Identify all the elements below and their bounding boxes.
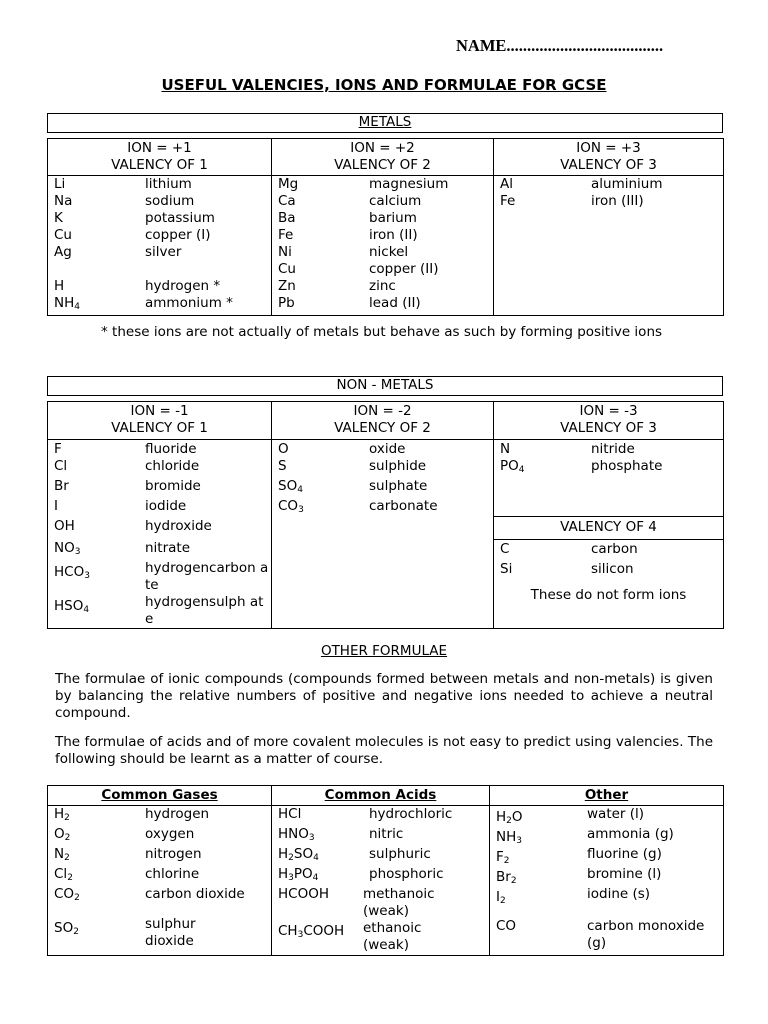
list-item: Ag silver [54,243,182,260]
other-formulae-heading: OTHER FORMULAE [320,643,448,659]
list-item: $PO_4$ phosphate [500,458,663,475]
list-item: $HNO_3$ nitric [278,826,404,843]
nonmetals-col3-list [494,440,724,629]
list-item: N nitride [500,441,635,457]
list-item: $O_2$ oxygen [54,826,195,843]
list-item: $H_2$ hydrogen [54,806,210,823]
list-item: $HCO_3$ hydrogencarbon ate [54,560,269,593]
nonmetals-col1-list [48,440,272,629]
list-item: S sulphide [278,458,427,474]
paragraph-ionic: The formulae of ionic compounds (compounds formed between metals and non-metals) is given by balancing the relative numbers of positive and negative ions needed to achieve a neutral compound. [55,671,713,721]
nonmetals-heading-box [47,376,723,396]
list-item: $N_2$ nitrogen [54,846,202,863]
other-list [490,806,724,956]
acids-col-header: Common Acids [272,786,490,806]
list-item: $NO_3$ nitrate [54,540,191,557]
metals-table [47,138,724,316]
nonmetals-col2-list [272,440,494,629]
list-item: $NH_3$ ammonia (g) [496,826,674,846]
list-item: Ca calcium [278,192,422,209]
list-item: $SO_4$ sulphate [278,478,428,495]
list-item: HCl hydrochloric [278,806,453,822]
list-item: C carbon [500,541,638,557]
metals-footnote: * these ions are not actually of metals but behave as such by forming positive ions [101,324,663,340]
list-item: Al aluminium [500,175,663,192]
list-item: I iodide [54,498,187,514]
list-item: Pb lead (II) [278,294,421,311]
list-item: Ba barium [278,209,417,226]
list-item: Cl chloride [54,458,200,474]
metals-col1-header: ION = +1 VALENCY OF 1 [48,139,272,176]
list-item: K potassium [54,209,215,226]
metals-heading-box [47,113,723,133]
list-item: Na sodium [54,192,195,209]
list-item: Li lithium [54,175,192,192]
metals-col1-list [48,175,272,315]
list-item: $H_2O$ water (l) [496,806,645,826]
nonmetals-col3-header: ION = -3 VALENCY OF 3 [494,402,724,440]
list-item: F fluoride [54,441,197,457]
nonmetals-table [47,401,724,629]
list-item: Cu copper (I) [54,226,211,243]
nonmetals-heading: NON - METALS [336,377,434,393]
list-item: $NH_4$ ammonium * [54,294,233,312]
list-item: $CH_3COOH$ ethanoic (weak) [278,920,422,953]
list-item: $CO_3$ carbonate [278,498,438,515]
list-item: $F_2$ fluorine (g) [496,846,662,866]
gases-list [48,806,272,956]
page-title: USEFUL VALENCIES, IONS AND FORMULAE FOR GCSE [161,76,607,94]
metals-heading: METALS [358,114,412,130]
metals-col3-list [494,175,724,315]
list-item: Mg magnesium [278,175,449,192]
list-item: Ni nickel [278,243,409,260]
list-item: $CO_2$ carbon dioxide [54,886,245,903]
list-item: H hydrogen * [54,277,221,294]
metals-col2-header: ION = +2 VALENCY OF 2 [272,139,494,176]
list-item: $H_3PO_4$ phosphoric [278,866,444,883]
valency4-header: VALENCY OF 4 [494,516,723,540]
list-item: HCOOH methanoic (weak) [278,886,435,919]
list-item: Br bromide [54,478,201,494]
list-item: $H_2SO_4$ sulphuric [278,846,431,863]
valency4-note: These do not form ions [530,587,687,603]
list-item: $Br_2$ bromine (l) [496,866,662,886]
list-item: OH hydroxide [54,518,212,534]
metals-col2-list [272,175,494,315]
name-field-label: NAME...................................... [456,36,664,55]
nonmetals-col1-header: ION = -1 VALENCY OF 1 [48,402,272,440]
list-item: $I_2$ iodine (s) [496,886,651,906]
list-item: $SO_2$ sulphur dioxide [54,916,196,949]
gases-col-header: Common Gases [48,786,272,806]
list-item: Cu copper (II) [278,260,439,277]
paragraph-acids: The formulae of acids and of more covalent molecules is not easy to predict using valencies. The following should be learnt as a matter of course. [55,734,713,767]
list-item: Si silicon [500,561,634,577]
other-col-header: Other [490,786,724,806]
acids-list [272,806,490,956]
list-item: CO carbon monoxide (g) [496,918,705,951]
list-item: Fe iron (II) [278,226,418,243]
list-item: Fe iron (III) [500,192,644,209]
formulae-table [47,785,724,956]
list-item: $HSO_4$ hydrogensulph ate [54,594,264,627]
nonmetals-col2-header: ION = -2 VALENCY OF 2 [272,402,494,440]
metals-col3-header: ION = +3 VALENCY OF 3 [494,139,724,176]
list-item: $Cl_2$ chlorine [54,866,200,883]
list-item: Zn zinc [278,277,396,294]
list-item [54,261,271,278]
list-item: O oxide [278,441,406,457]
